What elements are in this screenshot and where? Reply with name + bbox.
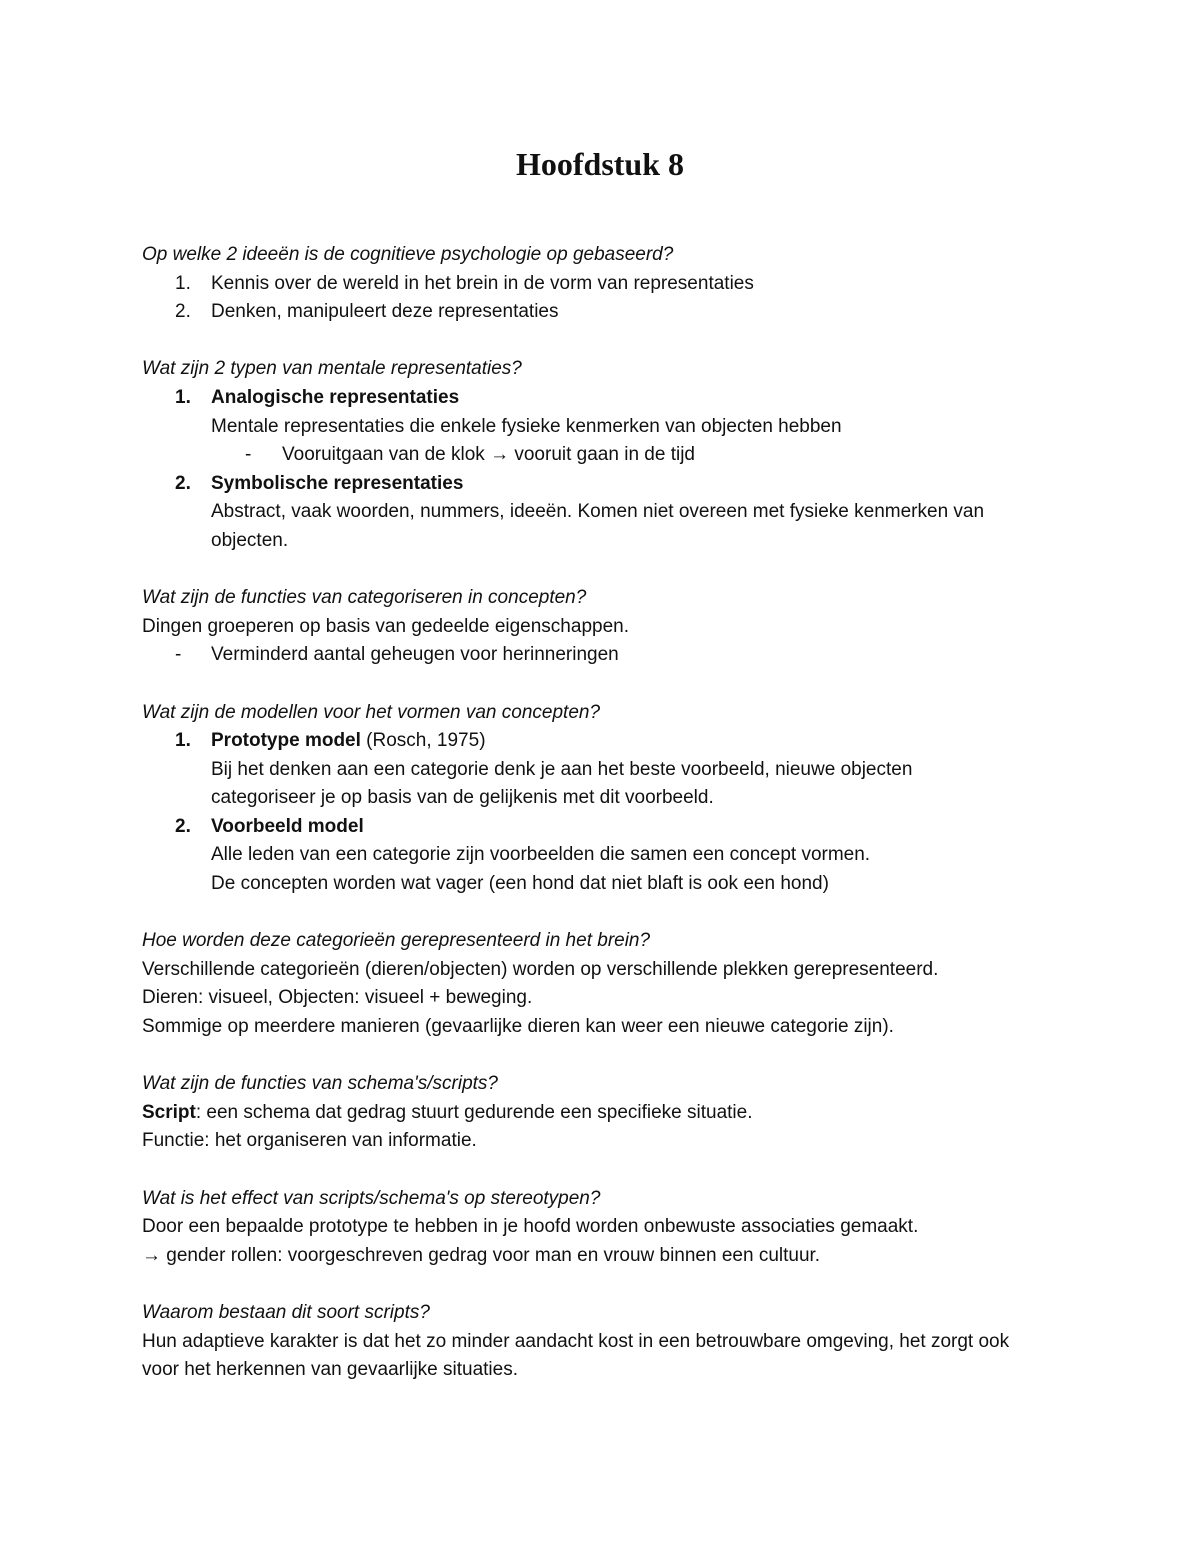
answer-line: Functie: het organiseren van informatie. <box>142 1130 477 1152</box>
question-representation-types: Wat zijn 2 typen van mentale representaties? <box>142 358 522 380</box>
answer-line: Verschillende categorieën (dieren/objecten) worden op verschillende plekken gerepresenteerd. <box>142 958 939 980</box>
list-item-heading: Prototype model <box>211 730 361 752</box>
list-item <box>142 470 1062 499</box>
definition-line <box>142 1099 1062 1128</box>
question-cognitive-ideas: Op welke 2 ideeën is de cognitieve psychologie op gebaseerd? <box>142 244 674 265</box>
question-why-scripts: Waarom bestaan dit soort scripts? <box>142 1301 430 1323</box>
list-number: 1. <box>175 730 191 752</box>
sub-bullet-text: Vooruitgaan van de klok → vooruit gaan in de tijd <box>282 444 695 466</box>
question-schema-functions: Wat zijn de functies van schema's/scripts? <box>142 1073 498 1095</box>
list-item-description: Bij het denken aan een categorie denk je aan het beste voorbeeld, nieuwe objecten categoriseer je op basis van de gelijkenis met dit voorbeeld. <box>211 758 913 809</box>
document-body <box>142 241 1062 1385</box>
list-item-description: Abstract, vaak woorden, nummers, ideeën. Komen niet overeen met fysieke kenmerken van objecten. <box>211 501 985 551</box>
answer-text: Dingen groeperen op basis van gedeelde eigenschappen. <box>142 615 629 637</box>
list-item <box>142 298 1062 327</box>
list-item-description: De concepten worden wat vager (een hond dat niet blaft is ook een hond) <box>211 873 829 895</box>
list-item-text: Kennis over de wereld in het brein in de vorm van representaties <box>211 272 754 294</box>
list-item <box>142 384 1062 413</box>
list-item-description: Mentale representaties die enkele fysieke kenmerken van objecten hebben <box>211 415 842 437</box>
answer-line: Sommige op meerdere manieren (gevaarlijke dieren kan weer een nieuwe categorie zijn). <box>142 1016 894 1038</box>
list-number: 1. <box>175 386 191 408</box>
list-item-description: Alle leden van een categorie zijn voorbeelden die samen een concept vormen. <box>211 844 871 866</box>
answer-text: Hun adaptieve karakter is dat het zo minder aandacht kost in een betrouwbare omgeving, het zorgt ook voor het herkennen van gevaarlijke situaties. <box>142 1330 1010 1381</box>
list-item-heading: Analogische representaties <box>211 386 460 408</box>
bullet-dash: - <box>245 444 252 466</box>
defined-term: Script <box>142 1101 196 1123</box>
list-item <box>142 270 1062 299</box>
list-number: 1. <box>175 272 191 294</box>
list-number: 2. <box>175 472 191 494</box>
answer-line: Door een bepaalde prototype te hebben in je hoofd worden onbewuste associaties gemaakt. <box>142 1216 919 1238</box>
list-item <box>142 813 1062 842</box>
answer-line: → gender rollen: voorgeschreven gedrag voor man en vrouw binnen een cultuur. <box>142 1244 821 1266</box>
list-number: 2. <box>175 301 191 323</box>
list-item-heading: Symbolische representaties <box>211 472 464 494</box>
list-item <box>142 727 1062 756</box>
list-item-text: Denken, manipuleert deze representaties <box>211 301 559 323</box>
citation: (Rosch, 1975) <box>360 730 486 752</box>
question-brain-representation: Hoe worden deze categorieën gerepresenteerd in het brein? <box>142 930 651 952</box>
question-categorisation-functions: Wat zijn de functies van categoriseren in concepten? <box>142 587 587 609</box>
bullet-text: Verminderd aantal geheugen voor herinneringen <box>211 644 619 666</box>
answer-line: Dieren: visueel, Objecten: visueel + beweging. <box>142 987 533 1009</box>
question-concept-models: Wat zijn de modellen voor het vormen van concepten? <box>142 701 601 723</box>
bullet-dash: - <box>175 644 182 666</box>
list-item-heading: Voorbeeld model <box>211 815 364 837</box>
page-title: Hoofdstuk 8 <box>515 146 685 182</box>
bullet-item <box>142 641 1062 670</box>
definition-text: : een schema dat gedrag stuurt gedurende een specifieke situatie. <box>195 1101 753 1123</box>
question-stereotype-effect: Wat is het effect van scripts/schema's op stereotypen? <box>142 1187 601 1209</box>
sub-bullet <box>142 441 1062 470</box>
list-number: 2. <box>175 815 191 837</box>
